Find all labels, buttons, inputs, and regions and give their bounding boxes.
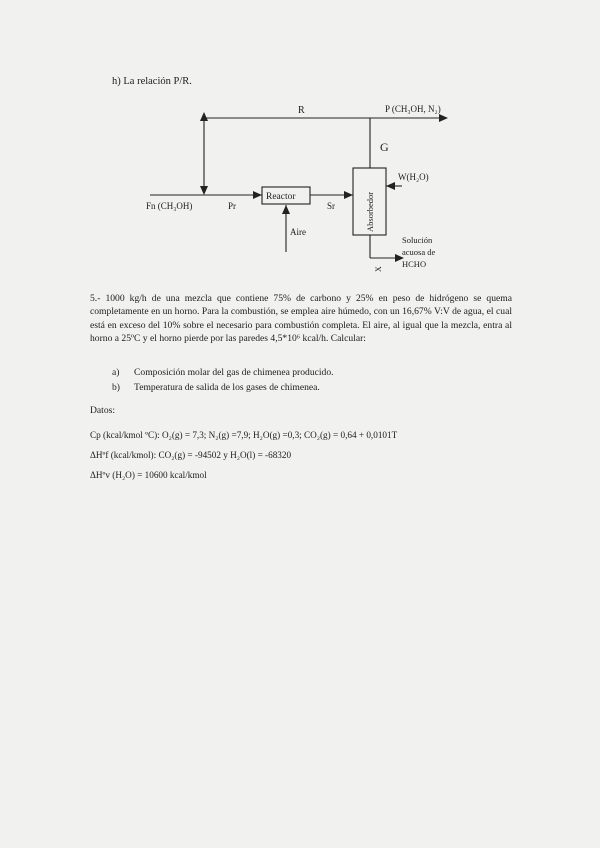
arrow-up-icon <box>200 112 208 121</box>
question-h-title: h) La relación P/R. <box>112 76 192 87</box>
datos-vaporization-line: ΔHºv (H₂O) = 10600 kcal/kmol <box>90 470 207 480</box>
label-G: G <box>380 140 389 154</box>
process-flow-diagram <box>0 0 600 300</box>
label-R: R <box>298 105 305 116</box>
label-P: P (CH₃OH, N₂) <box>385 104 441 114</box>
absorber-label: Absorbedor <box>365 191 375 232</box>
datos-cp-line: Cp (kcal/kmol ºC): O₂(g) = 7,3; N₂(g) =7,9; H₂O(g) =0,3; CO₂(g) = 0,64 + 0,0101T <box>90 430 398 440</box>
arrow-left-icon <box>386 182 395 190</box>
list-item-text: Temperatura de salida de los gases de chimenea. <box>134 382 320 393</box>
label-W: W(H₂O) <box>398 172 429 182</box>
list-item-text: Composición molar del gas de chimenea producido. <box>134 367 334 378</box>
arrow-up-icon <box>282 205 290 214</box>
arrow-right-icon <box>344 191 353 199</box>
datos-heading: Datos: <box>90 405 116 416</box>
label-aire: Aire <box>290 227 306 237</box>
solution-label-2: acuosa de <box>402 247 436 257</box>
solution-label-3: HCHO <box>402 259 427 269</box>
list-item <box>112 380 334 395</box>
arrow-right-icon <box>439 114 448 122</box>
label-X: X <box>374 266 383 272</box>
arrow-down-icon <box>200 186 208 195</box>
list-item-label: a) <box>112 367 120 378</box>
arrow-right-icon <box>253 191 262 199</box>
list-item-label: b) <box>112 382 120 393</box>
datos-enthalpy-line: ΔHºf (kcal/kmol): CO₂(g) = -94502 y H₂O(l) = -68320 <box>90 450 292 460</box>
question-list <box>112 365 334 395</box>
label-Pr: Pr <box>228 201 237 211</box>
label-Fn: Fn (CH₃OH) <box>146 201 193 211</box>
list-item <box>112 365 334 380</box>
problem-5-text: 5.- 1000 kg/h de una mezcla que contiene 75% de carbono y 25% en peso de hidrógeno se quema completamente en un horno. Para la combustión, se emplea aire húmedo, con un 16,67% V:V de agua, el cual está en exceso del 10% sobre el necesario para combustión completa. El aire, al igual que la mezcla, entra al horno a 25ºC y el horno pierde por las paredes 4,5*10⁶ kcal/h. Calcular: <box>90 293 512 345</box>
solution-label-1: Solución <box>402 235 433 245</box>
label-Sr: Sr <box>327 201 336 211</box>
reactor-label: Reactor <box>266 192 296 202</box>
